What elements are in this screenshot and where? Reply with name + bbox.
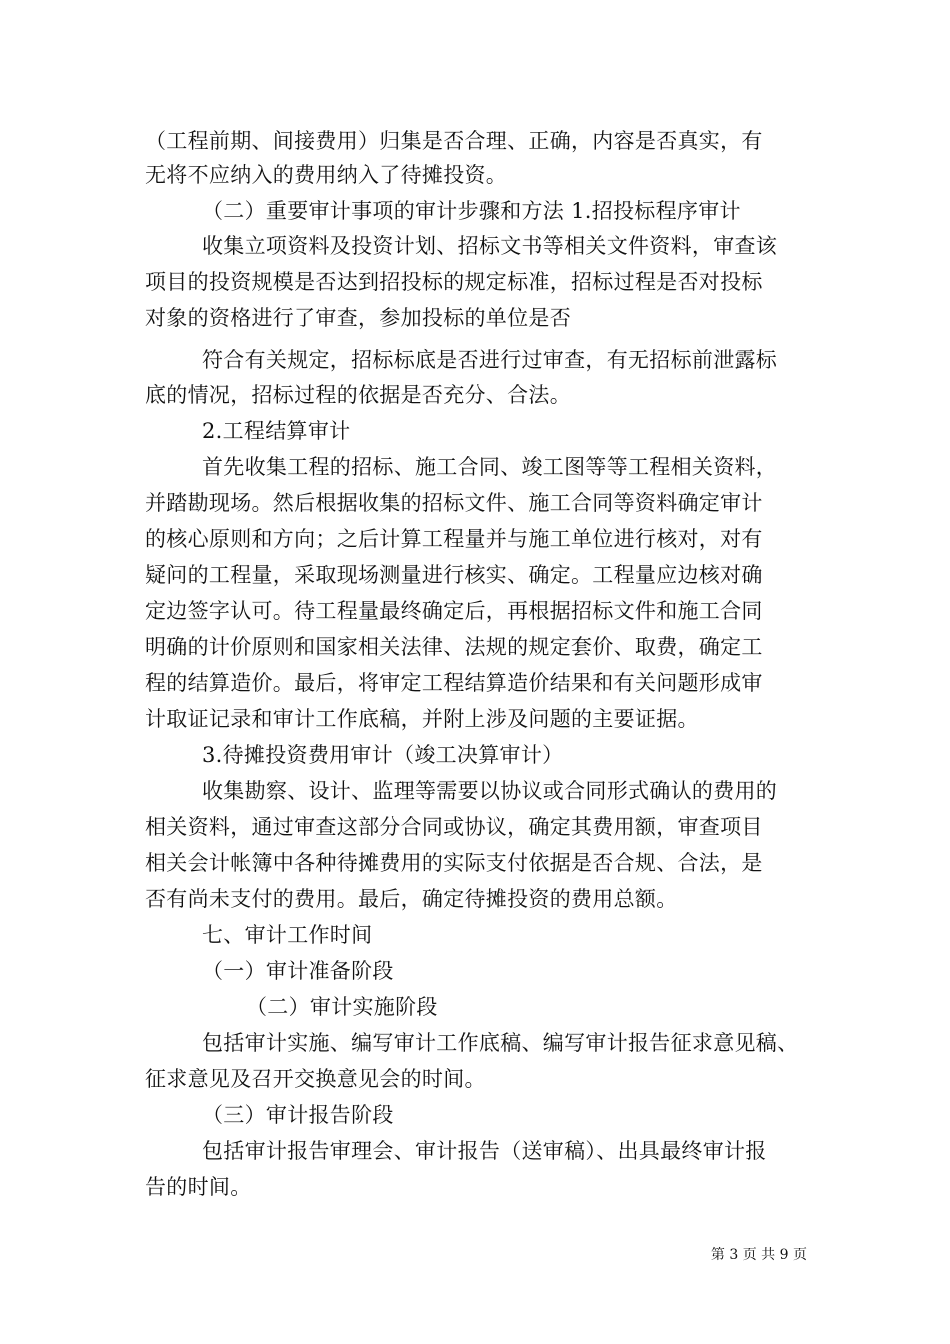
body-line: 底的情况，招标过程的依据是否充分、合法。 — [145, 383, 571, 407]
body-line: （工程前期、间接费用）归集是否合理、正确，内容是否真实，有 — [145, 129, 763, 153]
body-line: 否有尚未支付的费用。最后，确定待摊投资的费用总额。 — [145, 887, 678, 911]
body-line: 对象的资格进行了审查，参加投标的单位是否 — [145, 306, 571, 330]
body-line: 收集勘察、设计、监理等需要以协议或合同形式确认的费用的 — [202, 779, 778, 803]
body-line: 定边签字认可。待工程量最终确定后，再根据招标文件和施工合同 — [145, 599, 763, 623]
body-line: 疑问的工程量，采取现场测量进行核实、确定。工程量应边核对确 — [145, 563, 763, 587]
body-line: 告的时间。 — [145, 1175, 252, 1199]
stage-heading: （一）审计准备阶段 — [202, 959, 394, 983]
body-line: 征求意见及召开交换意见会的时间。 — [145, 1067, 486, 1091]
body-line: 并踏勘现场。然后根据收集的招标文件、施工合同等资料确定审计 — [145, 491, 763, 515]
section-heading: 七、审计工作时间 — [202, 923, 373, 947]
body-line: 无将不应纳入的费用纳入了待摊投资。 — [145, 163, 508, 187]
body-line: 明确的计价原则和国家相关法律、法规的规定套价、取费，确定工 — [145, 635, 763, 659]
section-heading: （二）重要审计事项的审计步骤和方法 1.招投标程序审计 — [202, 199, 741, 223]
subsection-heading: 3.待摊投资费用审计（竣工决算审计） — [202, 743, 564, 767]
body-line: 包括审计实施、编写审计工作底稿、编写审计报告征求意见稿、 — [202, 1031, 799, 1055]
body-line: 项目的投资规模是否达到招投标的规定标准，招标过程是否对投标 — [145, 270, 763, 294]
body-line: 相关会计帐簿中各种待摊费用的实际支付依据是否合规、合法，是 — [145, 851, 763, 875]
body-line: 包括审计报告审理会、审计报告（送审稿）、出具最终审计报 — [202, 1139, 767, 1163]
page-number: 第 3 页 共 9 页 — [710, 1247, 807, 1263]
body-line: 相关资料，通过审查这部分合同或协议，确定其费用额，审查项目 — [145, 815, 763, 839]
stage-heading: （二）审计实施阶段 — [246, 995, 438, 1019]
body-line: 的核心原则和方向；之后计算工程量并与施工单位进行核对，对有 — [145, 527, 763, 551]
body-line: 首先收集工程的招标、施工合同、竣工图等等工程相关资料， — [202, 455, 778, 479]
body-line: 计取证记录和审计工作底稿，并附上涉及问题的主要证据。 — [145, 707, 699, 731]
body-line: 符合有关规定，招标标底是否进行过审查，有无招标前泄露标 — [202, 348, 778, 372]
body-line: 程的结算造价。最后，将审定工程结算造价结果和有关问题形成审 — [145, 671, 763, 695]
subsection-heading: 2.工程结算审计 — [202, 419, 351, 443]
stage-heading: （三）审计报告阶段 — [202, 1103, 394, 1127]
body-line: 收集立项资料及投资计划、招标文书等相关文件资料，审查该 — [202, 234, 778, 258]
